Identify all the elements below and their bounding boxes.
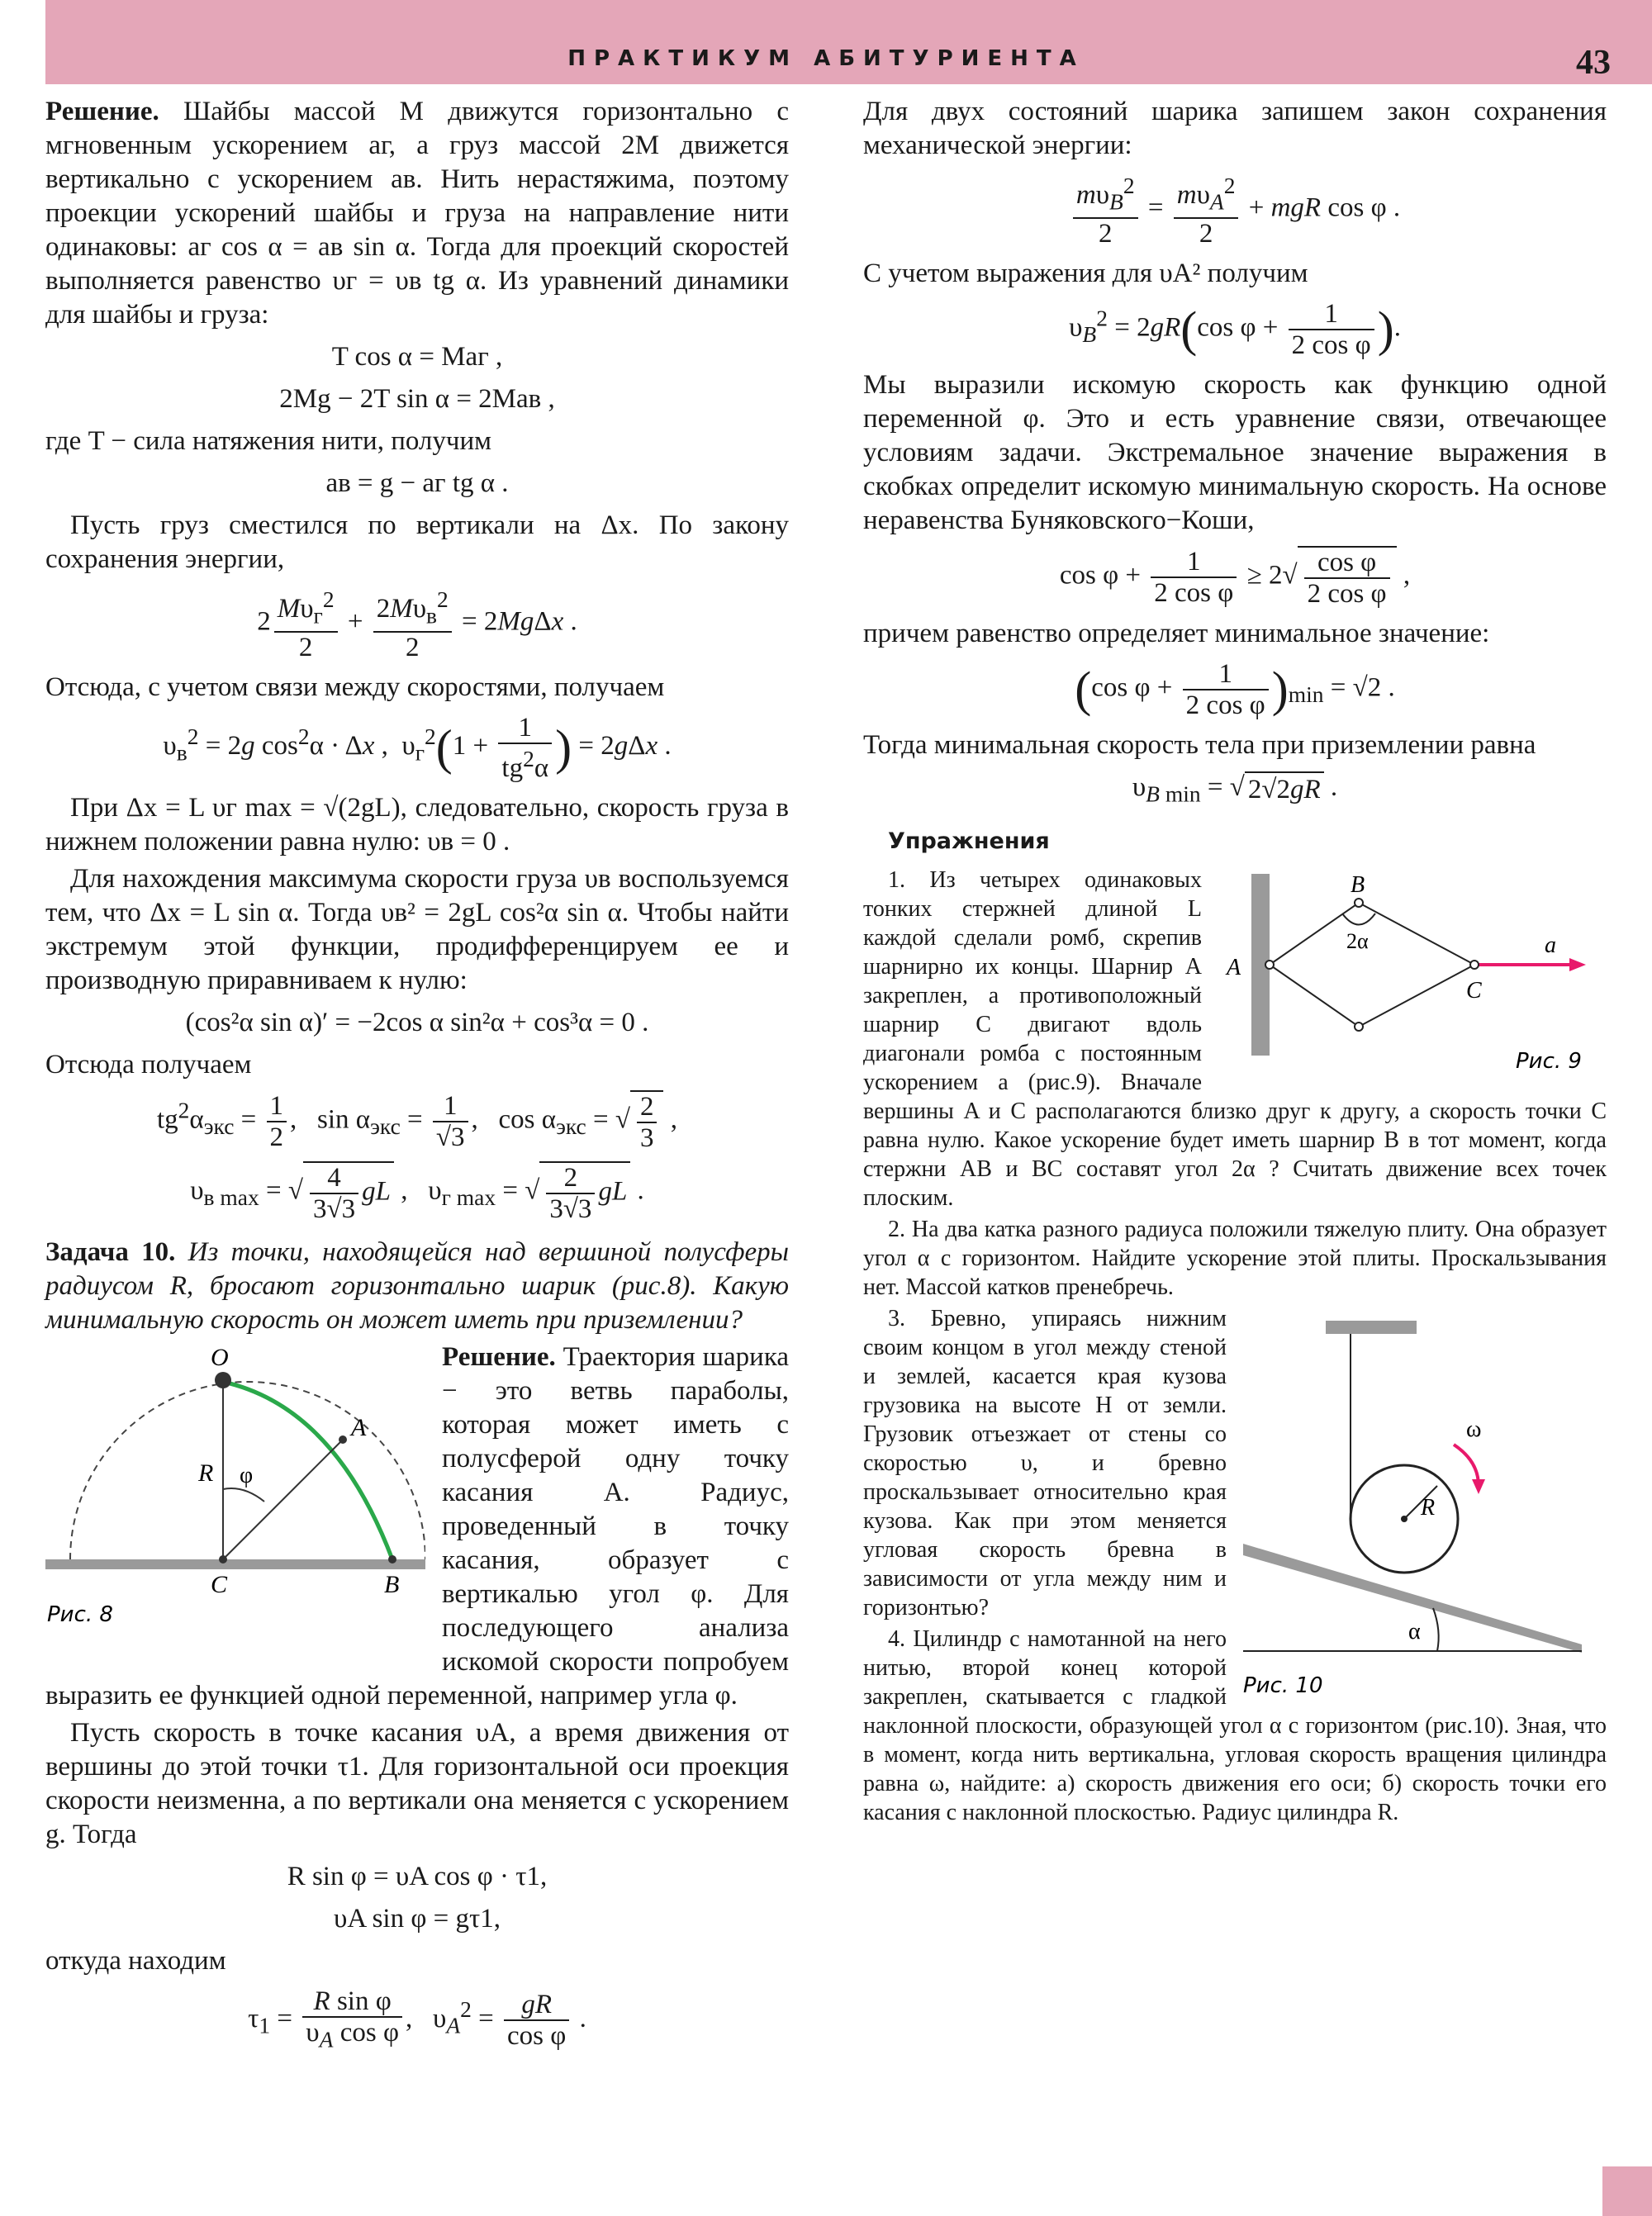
- task-10: Задача 10. Из точки, находящейся над вершиной полусферы радиусом R, бросают горизонтально шарик (рис.8). Какую минимальную скорость он может иметь при приземлении?: [45, 1236, 790, 1335]
- formula-r-sin: R sin φ = υA cos φ · τ1,: [287, 1861, 548, 1891]
- text: Пусть скорость в точке касания υA, а время движения от вершины до этой точки τ1. Для горизонтальной оси проекция скорости неизменна, а по вертикали она меняется с ускорением g. Тогда: [45, 1717, 789, 1849]
- text: Тогда минимальная скорость тела при приземлении равна: [863, 729, 1536, 760]
- svg-text:α: α: [1408, 1619, 1421, 1645]
- formula-energy-ball: $\frac{m\upsilon_B^2}{2}$ = $\frac{m\upsilon_A^2}{2}$ + mgR cos φ .: [863, 171, 1607, 249]
- formula-vbmin: $\upsilon_{B min}$ = √ 2√2gR .: [1132, 771, 1338, 807]
- solution-paragraph: Решение. Шайбы массой M движутся горизонтально с мгновенным ускорением aг, а груз массой 2M движется вертикально с ускорением aв. Нить нерастяжима, поэтому проекции ускорений шайбы и груза на направление нити одинаковы: aг cos α = aв sin α. Тогда для проекций скоростей выполняется равенство υг = υв tg α. Из уравнений динамики для шайбы и груза:: [45, 97, 790, 330]
- formula-inequality: cos φ + $\frac{1}{\text{2 cos φ}}$ ≥ 2√ $\frac{\text{cos φ}}{\text{2 cos φ}}$ ,: [1059, 546, 1411, 609]
- svg-text:2α: 2α: [1346, 929, 1369, 954]
- text: где T − сила натяжения нити, получим: [45, 426, 492, 456]
- text: Пусть груз сместился по вертикали на Δx. По закону сохранения энергии,: [45, 510, 789, 574]
- figure-8: [45, 1341, 425, 1646]
- formula-load: 2Mg − 2T sin α = 2Maв ,: [279, 384, 555, 414]
- label-c: C: [211, 1570, 228, 1598]
- text: При Δx = L υг max = √(2gL), следовательно, скорость груза в нижнем положении равна нулю: υв = 0 .: [45, 792, 789, 857]
- formula-tau: $\tau_1$ = $\frac{\text{R sin φ}}{\upsilon_A \cos \varphi}$ , $\upsilon_A^2$ = $\frac{gR}{\text{cos φ}}$ .: [248, 1986, 586, 2052]
- header-title: ПРАКТИКУМ АБИТУРИЕНТА: [567, 46, 1085, 71]
- formula-extremum: $tg^2\alpha_{экс}$ = $\frac{1}{2}$ , $\sin \alpha_{экс}$ = $\frac{1}{√3}$ , $\cos \alpha_{экс}$ = √ $\frac{2}{3}$ ,: [157, 1090, 677, 1153]
- text: С учетом выражения для υA² получим: [863, 258, 1308, 288]
- page-header: [45, 0, 1652, 84]
- svg-text:C: C: [1466, 978, 1482, 1004]
- formula-v-sin: υA sin φ = gτ1,: [333, 1903, 501, 1934]
- label-r: R: [198, 1459, 214, 1487]
- formula-vb: $\upsilon_B^2 = 2gR(\cos$ φ + $\frac{1}{\text{2 cos φ}}$ ).: [1069, 298, 1401, 360]
- formula-energy: 2 $\frac{M\upsilon_г^2}{2}$ + $\frac{2M\upsilon_в^2}{2}$ = 2MgΔx .: [257, 586, 577, 662]
- right-column: [863, 95, 1607, 1829]
- svg-text:R: R: [1421, 1495, 1436, 1521]
- text: Мы выразили искомую скорость как функцию одной переменной φ. Это и есть уравнение связи, отвечающее условиям задачи. Экстремальное значение выражения в скобках определит искомую минимальную скорость. На основе неравенства Буняковского−Коши,: [863, 369, 1607, 535]
- formula-velocities: $\upsilon_в^2 = 2g$ $\cos^2\alpha \cdot \Delta x$ , $\upsilon_г^2(1$ + $\frac{1}{tg^2\alpha}$ ) = 2gΔx .: [163, 712, 672, 783]
- formula-vmax: $\upsilon_{в max}$ = √ $\frac{4}{3√3}$ gL , $\upsilon_{г max}$ = √ $\frac{2}{3√3}$ gL .: [190, 1162, 644, 1224]
- figure-8-caption: Рис. 8: [47, 1601, 113, 1627]
- svg-text:a: a: [1545, 932, 1556, 959]
- exercises-heading: Упражнения: [888, 828, 1050, 855]
- corner-decoration: [1602, 2166, 1652, 2216]
- hemisphere-diagram: [45, 1341, 425, 1646]
- figure-10: [1243, 1321, 1607, 1701]
- label-o: O: [211, 1343, 229, 1371]
- text: Отсюда получаем: [45, 1049, 252, 1080]
- formula-min: (cos φ + $\frac{1}{\text{2 cos φ}}$ )$_{min} = √2$ .: [1075, 658, 1395, 720]
- page-number: 43: [1576, 44, 1611, 82]
- ground: [45, 1559, 425, 1569]
- label-a: A: [351, 1413, 367, 1441]
- task-10-solution: Решение. Траектория шарика − это ветвь параболы, которая может иметь с полусферой одну точку касания A. Радиус, проведенный в точку касания, образует с вертикалью угол φ. Для последующего анализа искомой скорости попробуем выразить ее функцией одной переменной, например угла φ.: [45, 1341, 790, 1711]
- svg-text:A: A: [1227, 955, 1241, 981]
- svg-text:ω: ω: [1466, 1416, 1482, 1443]
- label-b: B: [384, 1570, 400, 1598]
- formula-tension: T cos α = Maг ,: [331, 342, 503, 372]
- label-phi: φ: [240, 1462, 254, 1488]
- formula-accel: aв = g − aг tg α .: [325, 468, 509, 498]
- text: Для нахождения максимума скорости груза υв воспользуемся тем, что Δx = L sin α. Тогда υв² = 2gL cos²α sin α. Чтобы найти экстремум этой функции, продифференцируем ее и производную приравниваем к нулю:: [45, 863, 789, 995]
- svg-text:B: B: [1351, 872, 1365, 899]
- exercise-3: 3. Бревно, упираясь нижним своим концом в угол между стеной и землей, касается края кузова грузовика на высоте H от земли. Грузовик отъезжает от стены со скоростью υ, и бревно проскальзывает относительно края кузова. Как при этом меняется угловая скорость бревна в зависимости от угла между ним и горизонтью?: [863, 1306, 1227, 1621]
- text: Для двух состояний шарика запишем закон сохранения механической энергии:: [863, 97, 1607, 160]
- figure-10-caption: Рис. 10: [1243, 1673, 1323, 1699]
- text: Отсюда, с учетом связи между скоростями, получаем: [45, 671, 665, 702]
- ceiling: [1326, 1321, 1417, 1334]
- text: причем равенство определяет минимальное значение:: [863, 618, 1490, 648]
- rhombus-diagram: [1218, 866, 1607, 1072]
- exercise-2: 2. На два катка разного радиуса положили тяжелую плиту. Она образует угол α с горизонтом. Найдите ускорение этой плиты. Проскальзывания нет. Массой катков пренебречь.: [863, 1217, 1607, 1301]
- figure-9: [1218, 866, 1607, 1072]
- exercise-4: 4. Цилиндр с намотанной на него нитью, второй конец которой закреплен, скатывается с гладкой наклонной плоскости, образующей угол α с горизонтом (рис.10). Зная, что в момент, когда нить вертикальна, угловая скорость вращения цилиндра равна ω, найдите: а) скорость движения его оси; б) скорость точки его касания с наклонной плоскостью. Радиус цилиндра R.: [863, 1626, 1607, 1826]
- cylinder-diagram: [1243, 1321, 1607, 1701]
- text: откуда находим: [45, 1945, 226, 1976]
- exercise-1: 1. Из четырех одинаковых тонких стержней длиной L каждой сделали ромб, скрепив шарнирно их концы. Шарнир A закреплен, а противоположный шарнир C двигают вдоль диагонали ромба с постоянным ускорением a (рис.9). Вначале вершины A и C располагаются близко друг к другу, а скорость точки C равна нулю. Какое ускорение будет иметь шарнир B в тот момент, когда стержни AB и BC составят угол 2α ? Считать движение всех точек плоским.: [863, 867, 1607, 1212]
- ball: [215, 1372, 231, 1388]
- formula-derivative: (cos²α sin α)′ = −2cos α sin²α + cos³α = 0 .: [185, 1007, 649, 1037]
- left-column: [45, 95, 789, 2062]
- figure-9-caption: Рис. 9: [1516, 1049, 1582, 1073]
